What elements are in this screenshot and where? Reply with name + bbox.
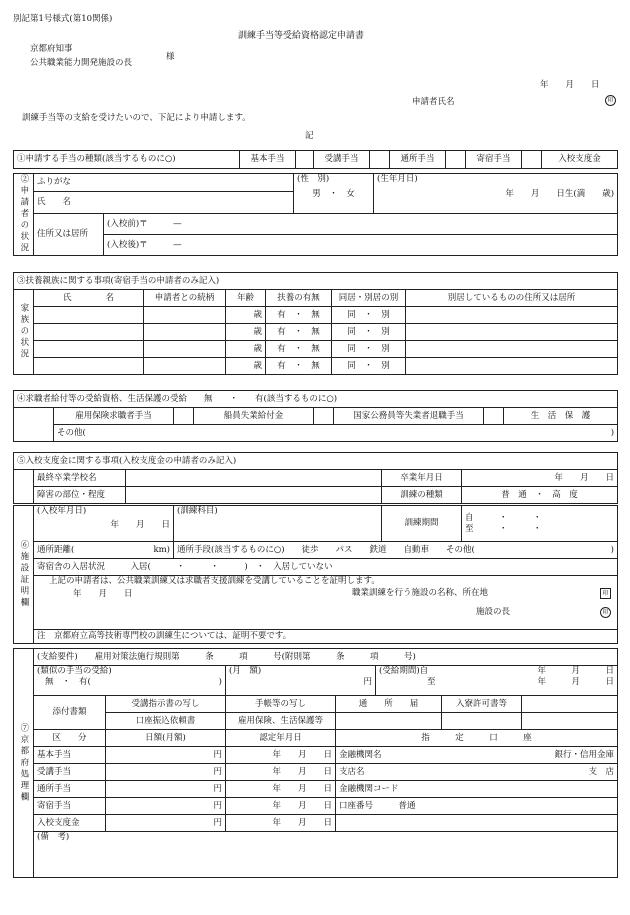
benefits-label: ④求職者給付等の受給資格、生活保護の受給 無 ・ 有(該当するものに○): [14, 391, 618, 408]
address-before[interactable]: (入校前)〒 —: [104, 214, 618, 235]
addressee-honorific: 様: [166, 52, 175, 62]
allowance-row: 受講手当 円 年 月 日 支店名 支 店: [14, 764, 618, 781]
law-basis[interactable]: (支給要件) 雇用対策法施行規則第 条 項 号(附則第 条 項 号): [34, 649, 618, 666]
section-3-table: ③扶養親族に関する事項(寄宿手当の申請者のみ記入) 家族の状況 氏 名 申請者との続柄 年齢 扶養の有無 同居・別居の別 別居しているものの住所又は居所 歳 有 ・ 無 同 ・ 別 歳 有 ・ 無 同 ・ 別 歳 有 ・ 無 同 ・ 別 歳 有 ・ 無 同 ・ 別: [13, 272, 618, 375]
form-title: 訓練手当等受給資格認定申請書: [238, 31, 365, 41]
dependent-row: 歳 有 ・ 無 同 ・ 別: [14, 341, 618, 358]
seaman-benefit[interactable]: 船員失業給付金: [194, 408, 314, 425]
facility-seal: 印: [600, 588, 611, 599]
section-1-table: [13, 150, 618, 169]
section-6-table: ⑥施設証明欄 (入校年月日) 年 月 日 (訓練科目) 訓練期間 自 ・ ・ 至 ・ ・ 通所距離( km) 通所手段(該当するものに○) 徒歩 パス 鉄道 自動車 その他( ) 寄宿舎の入居状況 入居( ・ ・ ) ・ 入居していない 上記の申請者は、公共職業訓練又は求職者支援訓練を受講していることを証明します。 年 月 日 職業訓練を行う施設の名称、所在地 印 施設の長 印 注 京都府立高等技術専門校の訓練生については、証明不要です。: [13, 505, 618, 644]
section-5-table: ⑤入校支度金に関する事項(入校支度金の申請者のみ記入) 最終卒業学校名 卒業年月日 年 月 日 障害の部位・程度 訓練の種類 普 通 ・ 高 度: [13, 452, 618, 504]
certification: 上記の申請者は、公共職業訓練又は求職者支援訓練を受講していることを証明します。 年 月 日 職業訓練を行う施設の名称、所在地 印 施設の長 印: [34, 576, 618, 630]
addressee-governor: 京都府知事: [30, 44, 73, 54]
allowance-row: 基本手当 円 年 月 日 金融機関名 銀行・信用金庫: [14, 747, 618, 764]
preparation-allowance[interactable]: 入校支度金: [542, 151, 618, 169]
intro-text: 訓練手当等の支給を受けたいので、下記により申請します。: [22, 113, 251, 123]
section-2-table: [13, 173, 618, 256]
section-7-table: ⑦京都府処理欄 (支給要件) 雇用対策法施行規則第 条 項 号(附則第 条 項 号) (類似の手当の受給) 無 ・ 有( ) (月 額) 円 (受給期間)自 年 月 日 至 年 月 日 添付書類 受講指示書の写し 手帳等の写し 通 所 届 入寮許可書等 口座振込依頼書 雇用保険、生活保護等 区 分 日額(月額) 認定年月日 指 定 口 座 基本手当 円 年 月 日 金融機関名 銀行・信用金庫 受講手当 円 年 月 日 支店名 支 店 通所手当 円 年 月 日 金融機関コード 寄宿手当 円 年 月 日 口座番号 普通 入校支度金 円 年 月 日 (備 考): [13, 648, 618, 878]
allowance-row: 寄宿手当 円 年 月 日 口座番号 普通: [14, 798, 618, 815]
facility-cert-label: ⑥施設証明欄: [14, 506, 34, 644]
cert-note: 注 京都府立高等技術専門校の訓練生については、証明不要です。: [34, 630, 618, 644]
dependent-row: 歳 有 ・ 無 同 ・ 別: [14, 307, 618, 324]
remarks[interactable]: (備 考): [34, 832, 618, 878]
allowance-row: 入校支度金 円 年 月 日: [14, 815, 618, 832]
attendance-allowance[interactable]: 受講手当: [314, 151, 370, 169]
kyoto-processing-label: ⑦京都府処理欄: [14, 649, 34, 878]
dependent-row: 歳 有 ・ 無 同 ・ 別: [14, 358, 618, 375]
birth-field: (生年月日) 年 月 日生(満 歳): [374, 174, 618, 214]
basic-allowance[interactable]: 基本手当: [240, 151, 296, 169]
ki-label: 記: [305, 131, 314, 141]
dorm-status[interactable]: 寄宿舎の入居状況 入居( ・ ・ ) ・ 入居していない: [34, 559, 618, 576]
allowance-row: 通所手当 円 年 月 日 金融機関コード: [14, 781, 618, 798]
other-benefit[interactable]: その他( ): [54, 425, 618, 442]
dependents-label: ③扶養親族に関する事項(寄宿手当の申請者のみ記入): [14, 273, 618, 290]
commute-allowance[interactable]: 通所手当: [390, 151, 446, 169]
prep-label: ⑤入校支度金に関する事項(入校支度金の申請者のみ記入): [14, 453, 618, 470]
family-status-label: 家族の状況: [14, 290, 34, 375]
unemployment-allowance[interactable]: 雇用保険求職者手当: [54, 408, 174, 425]
dependent-row: 歳 有 ・ 無 同 ・ 別: [14, 324, 618, 341]
addressee-facility: 公共職業能力開発施設の長: [30, 58, 133, 68]
form-number: 別記第1号様式(第10関係): [13, 14, 113, 24]
applicant-name-label: 申請者氏名: [412, 97, 455, 107]
address-after[interactable]: (入校後)〒 —: [104, 235, 618, 256]
allowance-type-label: ①申請する手当の種類(該当するものに○): [14, 151, 240, 169]
address-label: 住所又は居所: [34, 214, 104, 256]
applicant-seal: 印: [605, 95, 616, 106]
section-4-table: [13, 390, 618, 442]
application-date[interactable]: 年 月 日: [540, 80, 600, 90]
chief-seal: 印: [600, 607, 611, 618]
sex-field: (性 別) 男 ・ 女: [294, 174, 374, 214]
furigana-label[interactable]: ふりがな: [34, 174, 294, 192]
welfare[interactable]: 生 活 保 護: [504, 408, 618, 425]
name-label[interactable]: 氏 名: [34, 192, 294, 214]
dorm-allowance[interactable]: 寄宿手当: [466, 151, 522, 169]
applicant-status-label: ②申請者の状況: [14, 174, 34, 256]
public-servant-allowance[interactable]: 国家公務員等失業者退職手当: [334, 408, 484, 425]
